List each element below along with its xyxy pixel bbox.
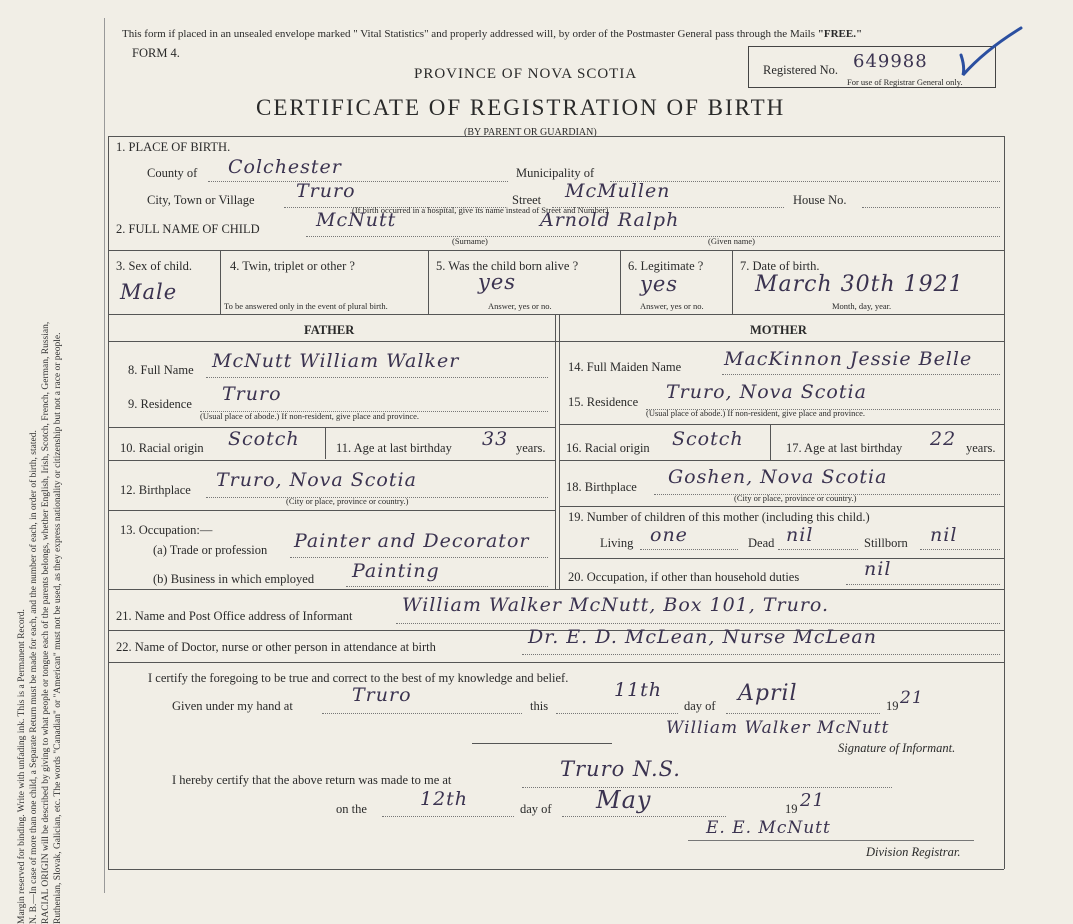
row-divider xyxy=(108,427,555,428)
given-place-line xyxy=(322,713,522,714)
row-divider xyxy=(559,558,1004,559)
mother-age-value: 22 xyxy=(930,428,957,450)
province-title: PROVINCE OF NOVA SCOTIA xyxy=(414,66,638,82)
registrar-year-value: 21 xyxy=(800,790,825,811)
frame-top xyxy=(108,136,1004,137)
dead-line xyxy=(778,549,858,550)
legitimate-label: 6. Legitimate ? xyxy=(628,259,704,273)
mother-race-label: 16. Racial origin xyxy=(566,441,650,455)
registrar-month-line xyxy=(562,816,726,817)
street-label: Street xyxy=(512,193,542,207)
father-age-label: 11. Age at last birthday xyxy=(336,441,452,455)
stillborn-value: nil xyxy=(930,524,958,546)
certificate-title: CERTIFICATE OF REGISTRATION OF BIRTH xyxy=(256,95,786,120)
given-place-value: Truro xyxy=(352,684,412,706)
given-day-value: 11th xyxy=(614,679,663,701)
checkmark-icon xyxy=(955,25,1025,80)
row-divider xyxy=(559,424,1004,425)
registrar-place-value: Truro N.S. xyxy=(560,757,681,781)
child-name-label: 2. FULL NAME OF CHILD xyxy=(116,222,260,236)
informant-signature-label: Signature of Informant. xyxy=(838,741,956,755)
col-divider xyxy=(770,424,771,460)
mother-birthplace-value: Goshen, Nova Scotia xyxy=(668,466,888,488)
municipality-label: Municipality of xyxy=(516,166,595,180)
margin-note-line: N. B.—In case of more than one child, a Separate Return must be made for each, and the number of each, in order of birth, stated. xyxy=(29,430,39,924)
alive-label: 5. Was the child born alive ? xyxy=(436,259,579,273)
father-race-label: 10. Racial origin xyxy=(120,441,204,455)
col-divider xyxy=(428,250,429,314)
doctor-value: Dr. E. D. McLean, Nurse McLean xyxy=(528,626,877,648)
father-birthplace-value: Truro, Nova Scotia xyxy=(216,469,417,491)
row-divider xyxy=(108,250,1004,251)
registrar-signature-line xyxy=(688,840,974,841)
father-residence-value: Truro xyxy=(222,383,282,405)
informant-label: 21. Name and Post Office address of Informant xyxy=(116,609,353,623)
informant-value: William Walker McNutt, Box 101, Truro. xyxy=(402,594,830,616)
registrar-day-line xyxy=(382,816,514,817)
house-line xyxy=(862,207,1000,208)
registrar-place-line xyxy=(522,787,892,788)
legitimate-value: yes xyxy=(640,272,679,296)
postal-notice xyxy=(122,28,862,40)
given-month-line xyxy=(726,713,880,714)
street-value: McMullen xyxy=(565,180,671,202)
mother-occupation-label: 20. Occupation, if other than household duties xyxy=(568,570,800,584)
living-value: one xyxy=(650,524,688,546)
hospital-note: (If birth occurred in a hospital, give its name instead of Street and Number) xyxy=(352,205,609,215)
parents-divider xyxy=(559,314,560,589)
dead-label: Dead xyxy=(748,536,775,550)
given-dayof-label: day of xyxy=(684,699,716,713)
mother-residence-value: Truro, Nova Scotia xyxy=(666,381,867,403)
living-line xyxy=(640,549,738,550)
given-year-value: 21 xyxy=(900,688,924,708)
registrar-on-label: on the xyxy=(336,802,367,816)
dead-value: nil xyxy=(786,524,814,546)
father-residence-note: (Usual place of abode.) If non-resident, give place and province. xyxy=(200,411,420,421)
margin-note-line: Ruthenian, Slovak, Galician, etc. The words "Canadian" or "American" must not be used, as they express nationality or citizenship but not a race or people. xyxy=(53,332,63,924)
given-this-label: this xyxy=(530,699,549,713)
registrar-month-value: May xyxy=(596,786,652,814)
row-divider xyxy=(559,460,1004,461)
registrar-signature-label: Division Registrar. xyxy=(866,845,961,859)
section-divider xyxy=(472,743,612,744)
given-label: Given under my hand at xyxy=(172,699,293,713)
row-divider xyxy=(108,510,555,511)
birth-date-note: Month, day, year. xyxy=(832,301,892,311)
place-heading: 1. PLACE OF BIRTH. xyxy=(116,140,231,154)
father-trade-line xyxy=(290,557,548,558)
given-year-prefix: 19 xyxy=(886,699,899,713)
mother-residence-note: (Usual place of abode.) If non-resident, give place and province. xyxy=(646,408,866,418)
twin-label: 4. Twin, triplet or other ? xyxy=(230,259,355,273)
registrar-day-value: 12th xyxy=(420,788,469,810)
informant-signature: William Walker McNutt xyxy=(666,718,890,738)
row-divider xyxy=(108,589,1004,590)
row-divider xyxy=(108,460,555,461)
row-divider xyxy=(559,506,1004,507)
mother-name-value: MacKinnon Jessie Belle xyxy=(724,348,973,370)
father-business-value: Painting xyxy=(352,560,440,582)
birth-date-value: March 30th 1921 xyxy=(755,272,964,297)
father-birthplace-label: 12. Birthplace xyxy=(120,483,191,497)
father-name-label: 8. Full Name xyxy=(128,363,194,377)
alive-value: yes xyxy=(478,270,517,294)
county-value: Colchester xyxy=(228,156,342,178)
col-divider xyxy=(732,250,733,314)
registrar-note: For use of Registrar General only. xyxy=(847,77,963,87)
father-age-value: 33 xyxy=(482,428,509,450)
stillborn-label: Stillborn xyxy=(864,536,908,550)
mother-name-label: 14. Full Maiden Name xyxy=(568,360,682,374)
given-month-value: April xyxy=(738,681,798,706)
father-race-value: Scotch xyxy=(228,428,300,450)
registrar-year-prefix: 19 xyxy=(785,802,798,816)
registered-label: Registered No. xyxy=(763,63,838,77)
child-name-line xyxy=(306,236,1000,237)
free-label: "FREE." xyxy=(817,28,863,40)
mother-age-label: 17. Age at last birthday xyxy=(786,441,903,455)
row-divider xyxy=(108,341,1004,342)
sex-label: 3. Sex of child. xyxy=(116,259,193,273)
county-line xyxy=(208,181,508,182)
given-name-note: (Given name) xyxy=(708,236,755,246)
child-surname: McNutt xyxy=(316,209,397,231)
row-divider xyxy=(108,662,1004,663)
mother-birthplace-note: (City or place, province or country.) xyxy=(734,493,857,503)
registrar-signature: E. E. McNutt xyxy=(706,818,831,838)
col-divider xyxy=(620,250,621,314)
informant-line xyxy=(396,623,1000,624)
father-name-line xyxy=(206,377,548,378)
col-divider xyxy=(325,427,326,459)
county-label: County of xyxy=(147,166,198,180)
binding-margin-line xyxy=(104,18,105,893)
house-label: House No. xyxy=(793,193,847,207)
doctor-label: 22. Name of Doctor, nurse or other person in attendance at birth xyxy=(116,640,436,654)
doctor-line xyxy=(522,654,1000,655)
child-given-name: Arnold Ralph xyxy=(540,209,680,231)
registered-number: 649988 xyxy=(853,51,928,72)
father-residence-label: 9. Residence xyxy=(128,397,192,411)
frame-bottom xyxy=(108,869,1004,870)
given-day-line xyxy=(556,713,678,714)
father-heading: FATHER xyxy=(304,323,355,337)
mother-name-line xyxy=(722,374,1000,375)
city-value: Truro xyxy=(296,180,356,202)
mother-residence-label: 15. Residence xyxy=(568,395,639,409)
frame-right xyxy=(1004,136,1005,869)
mother-race-value: Scotch xyxy=(672,428,744,450)
mother-heading: MOTHER xyxy=(750,323,807,337)
father-age-unit: years. xyxy=(516,441,546,455)
postal-notice-text: This form if placed in an unsealed envelope marked " Vital Statistics" and properly addressed will, by order of the Postmaster General pass through the Mails xyxy=(122,28,815,40)
certificate-subtitle: (BY PARENT OR GUARDIAN) xyxy=(464,127,597,138)
father-business-line xyxy=(346,586,548,587)
father-name-value: McNutt William Walker xyxy=(212,350,460,372)
surname-note: (Surname) xyxy=(452,236,488,246)
father-birthplace-note: (City or place, province or country.) xyxy=(286,496,409,506)
row-divider xyxy=(108,314,1004,315)
form-number: FORM 4. xyxy=(132,46,180,60)
legitimate-note: Answer, yes or no. xyxy=(640,301,704,311)
parents-divider xyxy=(555,314,556,589)
birth-date-label: 7. Date of birth. xyxy=(740,259,820,273)
margin-note xyxy=(16,44,64,924)
mother-age-unit: years. xyxy=(966,441,996,455)
father-trade-label: (a) Trade or profession xyxy=(153,543,268,557)
certify-statement: I certify the foregoing to be true and correct to the best of my knowledge and belief. xyxy=(148,671,569,685)
city-label: City, Town or Village xyxy=(147,193,255,207)
alive-note: Answer, yes or no. xyxy=(488,301,552,311)
father-business-label: (b) Business in which employed xyxy=(153,572,315,586)
children-count-label: 19. Number of children of this mother (including this child.) xyxy=(568,510,870,524)
father-trade-value: Painter and Decorator xyxy=(294,530,530,552)
father-occupation-label: 13. Occupation:— xyxy=(120,523,213,537)
margin-note-line: RACIAL ORIGIN will be described by giving to what people or tongue each of the parents belongs, whether English, Irish, Scotch, French, German, Russian, xyxy=(41,321,51,924)
col-divider xyxy=(220,250,221,314)
living-label: Living xyxy=(600,536,634,550)
mother-birthplace-label: 18. Birthplace xyxy=(566,480,637,494)
twin-note: To be answered only in the event of plural birth. xyxy=(224,301,388,311)
sex-value: Male xyxy=(120,280,178,304)
mother-occupation-value: nil xyxy=(864,558,892,580)
margin-note-line: Margin reserved for binding. Write with unfading ink. This is a Permanent Record. xyxy=(17,609,27,924)
registrar-dayof-label: day of xyxy=(520,802,552,816)
mother-occupation-line xyxy=(846,584,1000,585)
frame-left xyxy=(108,136,109,869)
registrar-statement: I hereby certify that the above return was made to me at xyxy=(172,773,452,787)
stillborn-line xyxy=(920,549,1000,550)
